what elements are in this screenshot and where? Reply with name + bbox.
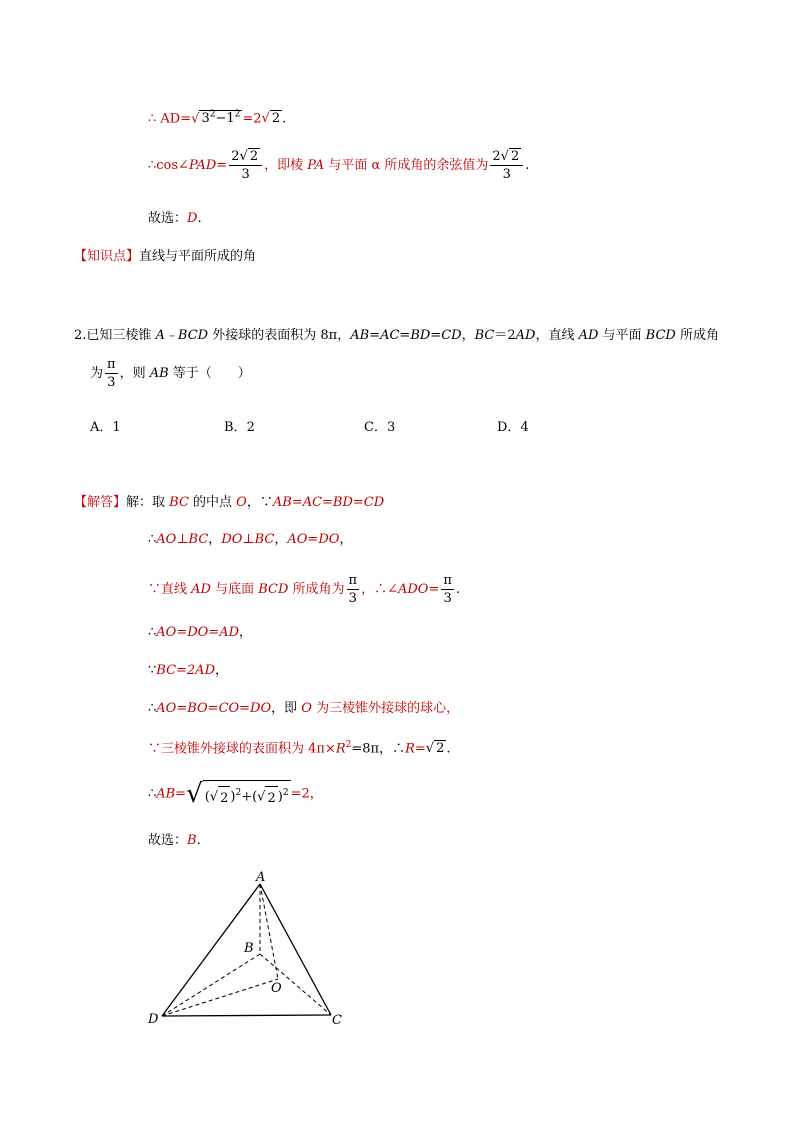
vertex-label-D: D <box>148 1012 159 1027</box>
prev-line-ad: ∴ AD=√ $3^2-1^2 =2√$ 2 . <box>148 106 286 128</box>
option-b[interactable]: B．2 <box>224 420 255 435</box>
solution-line4: ∴AO=DO=AD， <box>148 625 253 640</box>
sqrt-expression: √ (√ 2 )$^2$+(√ 2 )$^2$ <box>186 778 289 809</box>
fraction-pi-over-3: $\frac{\pi}{3}$ <box>348 573 358 606</box>
vertex-label-A: A <box>256 870 266 885</box>
solution-line5: ∵BC=2AD， <box>148 663 229 678</box>
edge-BD <box>162 954 260 1016</box>
prev-line-cos: ∴cos∠PAD= $\frac{2√ 2}{3}$ ，即棱 PA 与平面 α 所成角的余弦值为 $\frac{2√ 2}{3}$ . <box>148 149 530 182</box>
fraction-pi-over-3: $\frac{\pi}{3}$ <box>107 357 116 390</box>
fraction: $\frac{2√ 2}{3}$ <box>490 150 523 181</box>
edge-AO <box>260 884 278 979</box>
fraction: $\frac{2√ 2}{3}$ <box>229 150 262 181</box>
solution-line8: ∴AB=√ (√ 2 )$^2$+(√ 2 )$^2$ =2， <box>148 778 323 809</box>
problem-statement-line2: 为 $\frac{\pi}{3}$ ，则 AB 等于（ ） <box>90 357 251 390</box>
solution-line7: ∵三棱锥外接球的表面积为 $4\pi\times R^2=8\pi$，∴R=√ 2 . <box>148 740 451 757</box>
pyramid-figure <box>140 870 350 1039</box>
problem-statement-line1: 2.已知三棱锥 A﹣BCD 外接球的表面积为 8π，AB=AC=BD=CD，BC＝2AD，直线 AD 与平面 BCD 所成角 <box>74 328 719 343</box>
knowledge-point: 【知识点】直线与平面所成的角 <box>74 249 257 264</box>
sqrt-expression: √ $3^2-1^2$ <box>191 110 241 127</box>
option-d[interactable]: D．4 <box>497 420 529 435</box>
edge-DC <box>162 1015 331 1016</box>
vertex-label-O: O <box>271 981 282 996</box>
fraction-pi-over-3: $\frac{\pi}{3}$ <box>443 573 452 606</box>
pyramid-diagram <box>140 870 350 1035</box>
option-a[interactable]: A．1 <box>90 420 121 435</box>
solution-answer-line: 故选：B. <box>148 833 201 848</box>
solution-line2: ∴AO⊥BC，DO⊥BC，AO=DO， <box>148 532 353 547</box>
solution-line1: 【解答】解：取 BC 的中点 O，∵AB=AC=BD=CD <box>74 495 385 510</box>
vertex-label-C: C <box>332 1013 342 1028</box>
option-c[interactable]: C．3 <box>364 420 396 435</box>
prev-answer-line: 故选：D. <box>148 211 202 226</box>
solution-line3: ∵直线 AD 与底面 BCD 所成角为 $\frac{\pi}{3}$ ，∴∠ADO= $\frac{\pi}{3}$ . <box>148 573 461 606</box>
vertex-label-B: B <box>244 941 254 956</box>
edge-DO <box>162 979 278 1016</box>
solution-line6: ∴AO=BO=CO=DO，即 O 为三棱锥外接球的球心， <box>148 701 460 716</box>
